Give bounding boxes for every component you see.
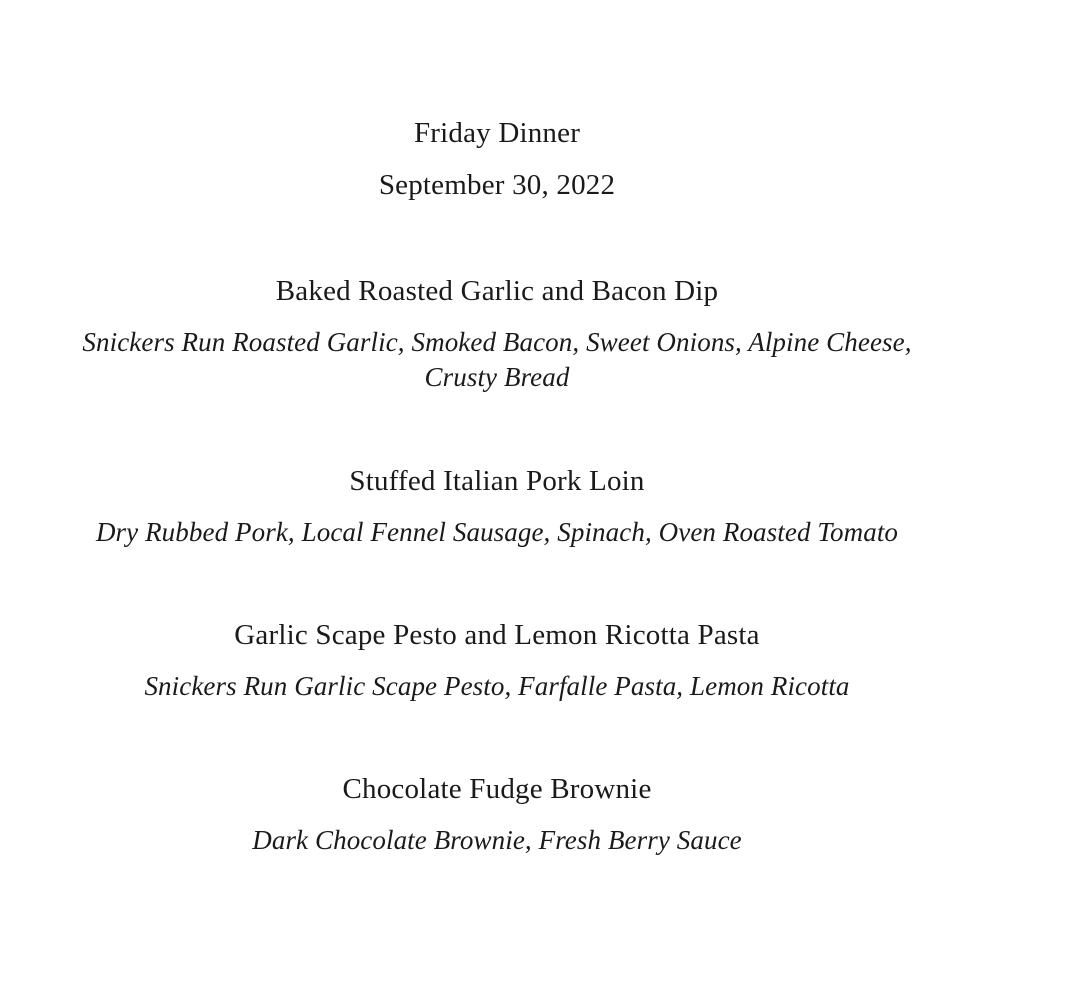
- menu-item-description: Dry Rubbed Pork, Local Fennel Sausage, Spinach, Oven Roasted Tomato: [95, 517, 899, 547]
- menu-item-title: Garlic Scape Pesto and Lemon Ricotta Pasta: [234, 619, 760, 651]
- menu-item-description: Dark Chocolate Brownie, Fresh Berry Sauce: [252, 825, 742, 855]
- menu-item-description: Snickers Run Roasted Garlic, Smoked Bacon, Sweet Onions, Alpine Cheese,: [82, 327, 912, 357]
- menu-item-description: Snickers Run Garlic Scape Pesto, Farfalle Pasta, Lemon Ricotta: [144, 671, 850, 701]
- menu-item-title: Stuffed Italian Pork Loin: [349, 465, 645, 497]
- menu-title: Friday Dinner: [413, 117, 581, 149]
- menu-date: September 30, 2022: [378, 169, 616, 201]
- menu-item-title: Chocolate Fudge Brownie: [342, 773, 652, 805]
- menu-item-description: Crusty Bread: [424, 362, 570, 392]
- menu-item-title: Baked Roasted Garlic and Bacon Dip: [275, 275, 719, 307]
